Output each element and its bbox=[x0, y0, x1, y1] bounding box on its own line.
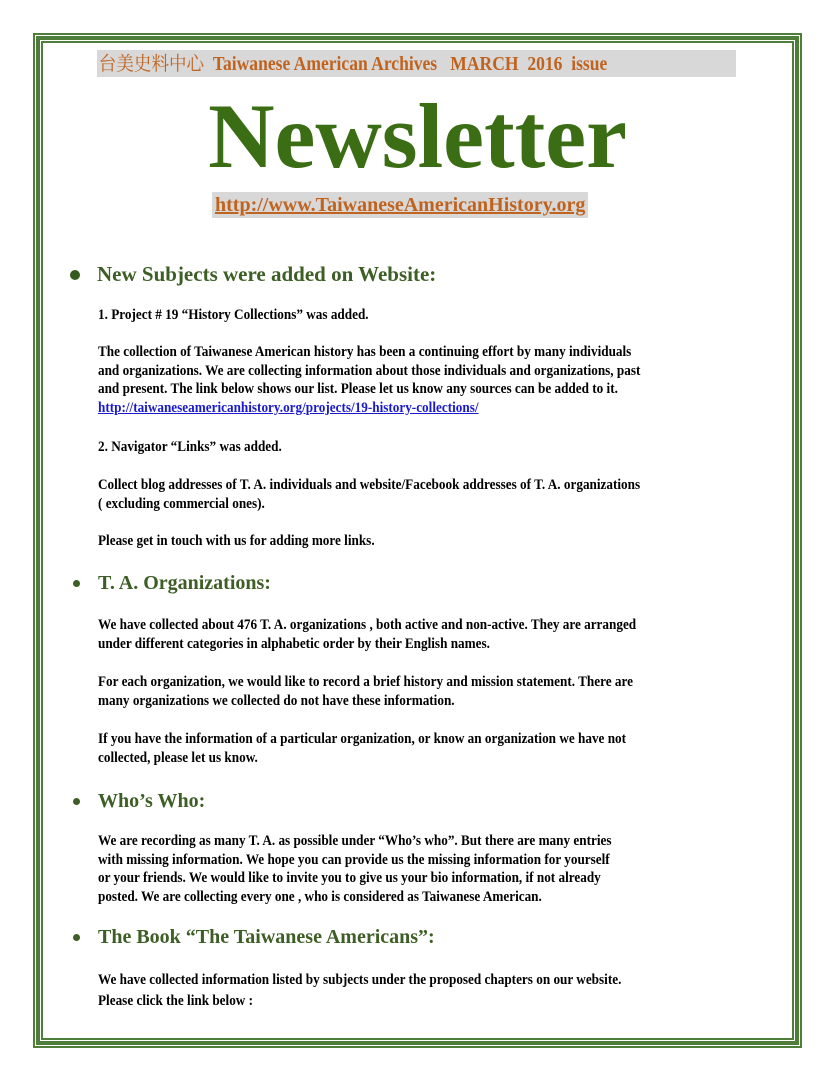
text-line: For each organization, we would like to record a brief history and mission statement. There are bbox=[98, 674, 633, 690]
text-line: or your friends. We would like to invite you to give us your bio information, if not already bbox=[98, 870, 601, 886]
paragraph bbox=[98, 532, 740, 551]
paragraph bbox=[98, 832, 740, 906]
text-line: Collect blog addresses of T. A. individuals and website/Facebook addresses of T. A. organizations bbox=[98, 477, 641, 493]
section-heading-text: New Subjects were added on Website: bbox=[97, 262, 437, 286]
text-line: collected, please let us know. bbox=[98, 749, 258, 766]
text-line: ( excluding commercial ones). bbox=[98, 495, 265, 512]
text-line: and present. The link below shows our list. Please let us know any sources can be added to it. bbox=[98, 381, 618, 397]
section-heading-text: The Book “The Taiwanese Americans”: bbox=[98, 926, 435, 948]
paragraph bbox=[98, 616, 740, 653]
text-line: posted. We are collecting every one , who is considered as Taiwanese American. bbox=[98, 888, 542, 905]
text-line: and organizations. We are collecting information about those individuals and organizations, past bbox=[98, 362, 641, 379]
text-line: under different categories in alphabetic order by their English names. bbox=[98, 635, 490, 652]
text-line: with missing information. We hope you can provide us the missing information for yourself bbox=[98, 851, 610, 868]
issue-label: MARCH 2016 issue bbox=[450, 54, 608, 75]
text-line: We are recording as many T. A. as possible under “Who’s who”. But there are many entries bbox=[98, 833, 612, 849]
paragraph bbox=[98, 673, 740, 710]
section-heading-text: Who’s Who: bbox=[98, 790, 206, 812]
section-heading-whos-who bbox=[70, 790, 205, 813]
history-collections-link[interactable]: http://taiwaneseamericanhistory.org/projects/19-history-collections/ bbox=[98, 399, 479, 416]
paragraph bbox=[98, 306, 740, 325]
website-link[interactable]: http://www.TaiwaneseAmericanHistory.org bbox=[212, 192, 588, 218]
text-line: 2. Navigator “Links” was added. bbox=[98, 439, 282, 455]
text-line: Please get in touch with us for adding more links. bbox=[98, 533, 375, 549]
org-name: Taiwanese American Archives bbox=[212, 54, 438, 75]
text-line: We have collected information listed by subjects under the proposed chapters on our website. bbox=[98, 972, 622, 988]
issue-header bbox=[97, 50, 736, 77]
paragraph bbox=[98, 343, 740, 417]
bullet-icon bbox=[70, 270, 80, 280]
text-line: many organizations we collected do not have these information. bbox=[98, 692, 455, 709]
text-line: The collection of Taiwanese American history has been a continuing effort by many individuals bbox=[98, 344, 632, 360]
bullet-icon bbox=[73, 580, 80, 587]
bullet-icon bbox=[73, 934, 80, 941]
paragraph bbox=[98, 970, 740, 1012]
text-line: If you have the information of a particular organization, or know an organization we have not bbox=[98, 731, 627, 747]
section-heading-new-subjects bbox=[70, 262, 436, 287]
paragraph bbox=[98, 730, 740, 767]
text-line: Please click the link below : bbox=[98, 993, 254, 1009]
text-line: 1. Project # 19 “History Collections” was added. bbox=[98, 307, 369, 323]
section-heading-organizations bbox=[70, 572, 271, 595]
text-line: We have collected about 476 T. A. organizations , both active and non-active. They are arranged bbox=[98, 617, 637, 633]
paragraph bbox=[98, 438, 740, 457]
newsletter-title: Newsletter bbox=[208, 85, 627, 187]
section-heading-book bbox=[70, 926, 435, 949]
chinese-org-name: 台美史料中心 bbox=[98, 52, 205, 75]
bullet-icon bbox=[73, 798, 80, 805]
paragraph bbox=[98, 476, 740, 513]
section-heading-text: T. A. Organizations: bbox=[98, 572, 271, 594]
